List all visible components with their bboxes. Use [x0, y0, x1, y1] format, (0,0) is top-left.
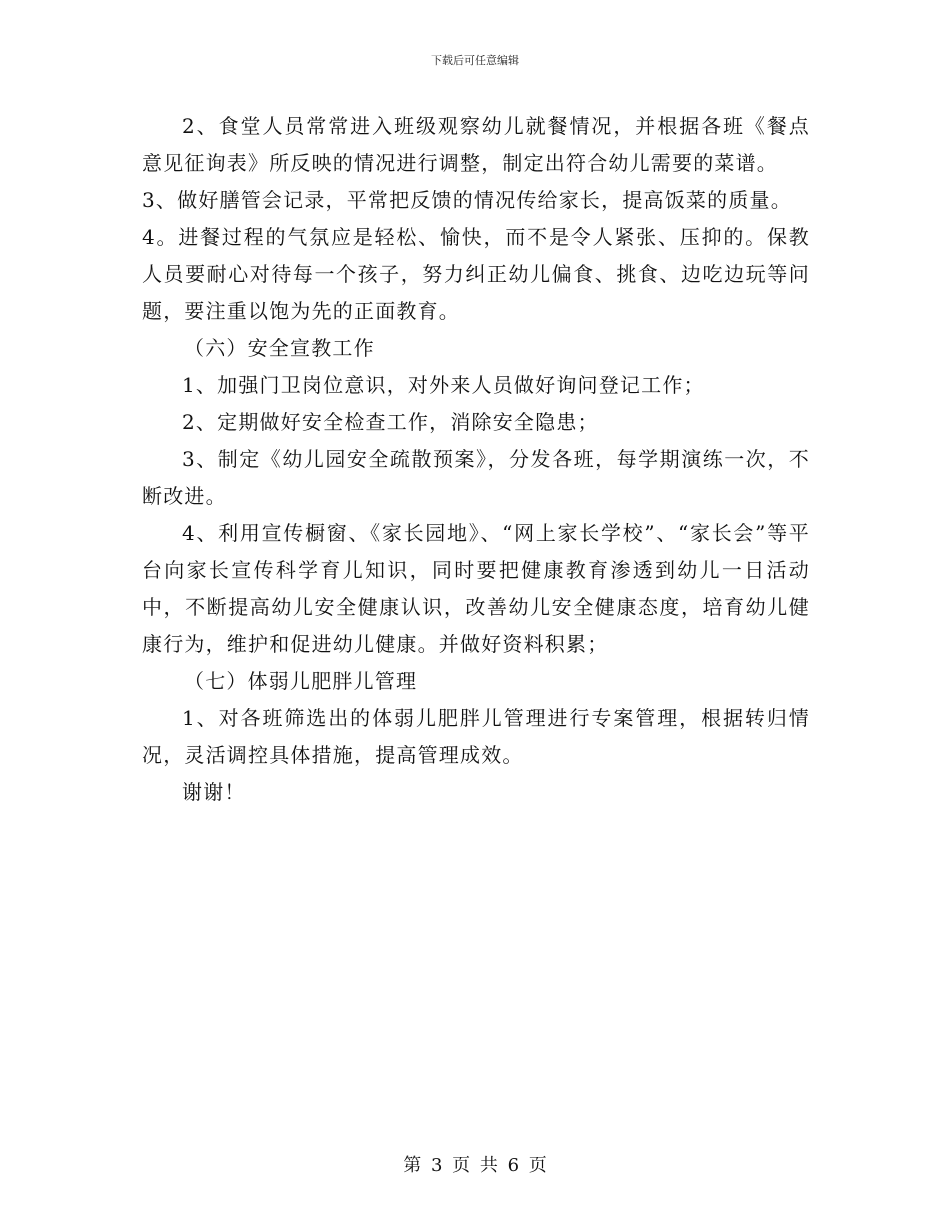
- page-header: 下载后可任意编辑: [431, 54, 519, 67]
- paragraph-canteen-observation: 2、食堂人员常常进入班级观察幼儿就餐情况，并根据各班《餐点意见征询表》所反映的情况进行调整，制定出符合幼儿需要的菜谱。: [142, 114, 810, 175]
- paragraph-safety-inspection: 2、定期做好安全检查工作，消除安全隐患；: [182, 410, 599, 434]
- document-body: [142, 108, 810, 811]
- paragraph-meal-committee-records: 3、做好膳管会记录，平常把反馈的情况传给家长，提高饭菜的质量。: [142, 188, 792, 212]
- paragraph-case-management: 1、对各班筛选出的体弱儿肥胖儿管理进行专案管理，根据转归情况，灵活调控具体措施，提高管理成效。: [142, 706, 810, 767]
- paragraph-dining-atmosphere: 4。进餐过程的气氛应是轻松、愉快，而不是令人紧张、压抑的。保教人员要耐心对待每一个孩子，努力纠正幼儿偏食、挑食、边吃边玩等问题，要注重以饱为先的正面教育。: [142, 225, 810, 323]
- paragraph-parent-outreach: 4、利用宣传橱窗、《家长园地》、“网上家长学校”、“家长会”等平台向家长宣传科学育儿知识，同时要把健康教育渗透到幼儿一日活动中，不断提高幼儿安全健康认识，改善幼儿安全健康态度，培育幼儿健康行为，维护和促进幼儿健康。并做好资料积累；: [142, 521, 810, 656]
- paragraph-evacuation-plan: 3、制定《幼儿园安全疏散预案》，分发各班，每学期演练一次，不断改进。: [142, 447, 810, 508]
- section-heading-weak-obese-children: （七）体弱儿肥胖儿管理: [184, 669, 418, 693]
- paragraph-gatekeeper: 1、加强门卫岗位意识，对外来人员做好询问登记工作；: [182, 373, 705, 397]
- section-heading-safety-education: （六）安全宣教工作: [184, 336, 375, 360]
- paragraph-thanks: 谢谢！: [182, 780, 246, 804]
- page-number-footer: 第 3 页 共 6 页: [403, 1155, 547, 1176]
